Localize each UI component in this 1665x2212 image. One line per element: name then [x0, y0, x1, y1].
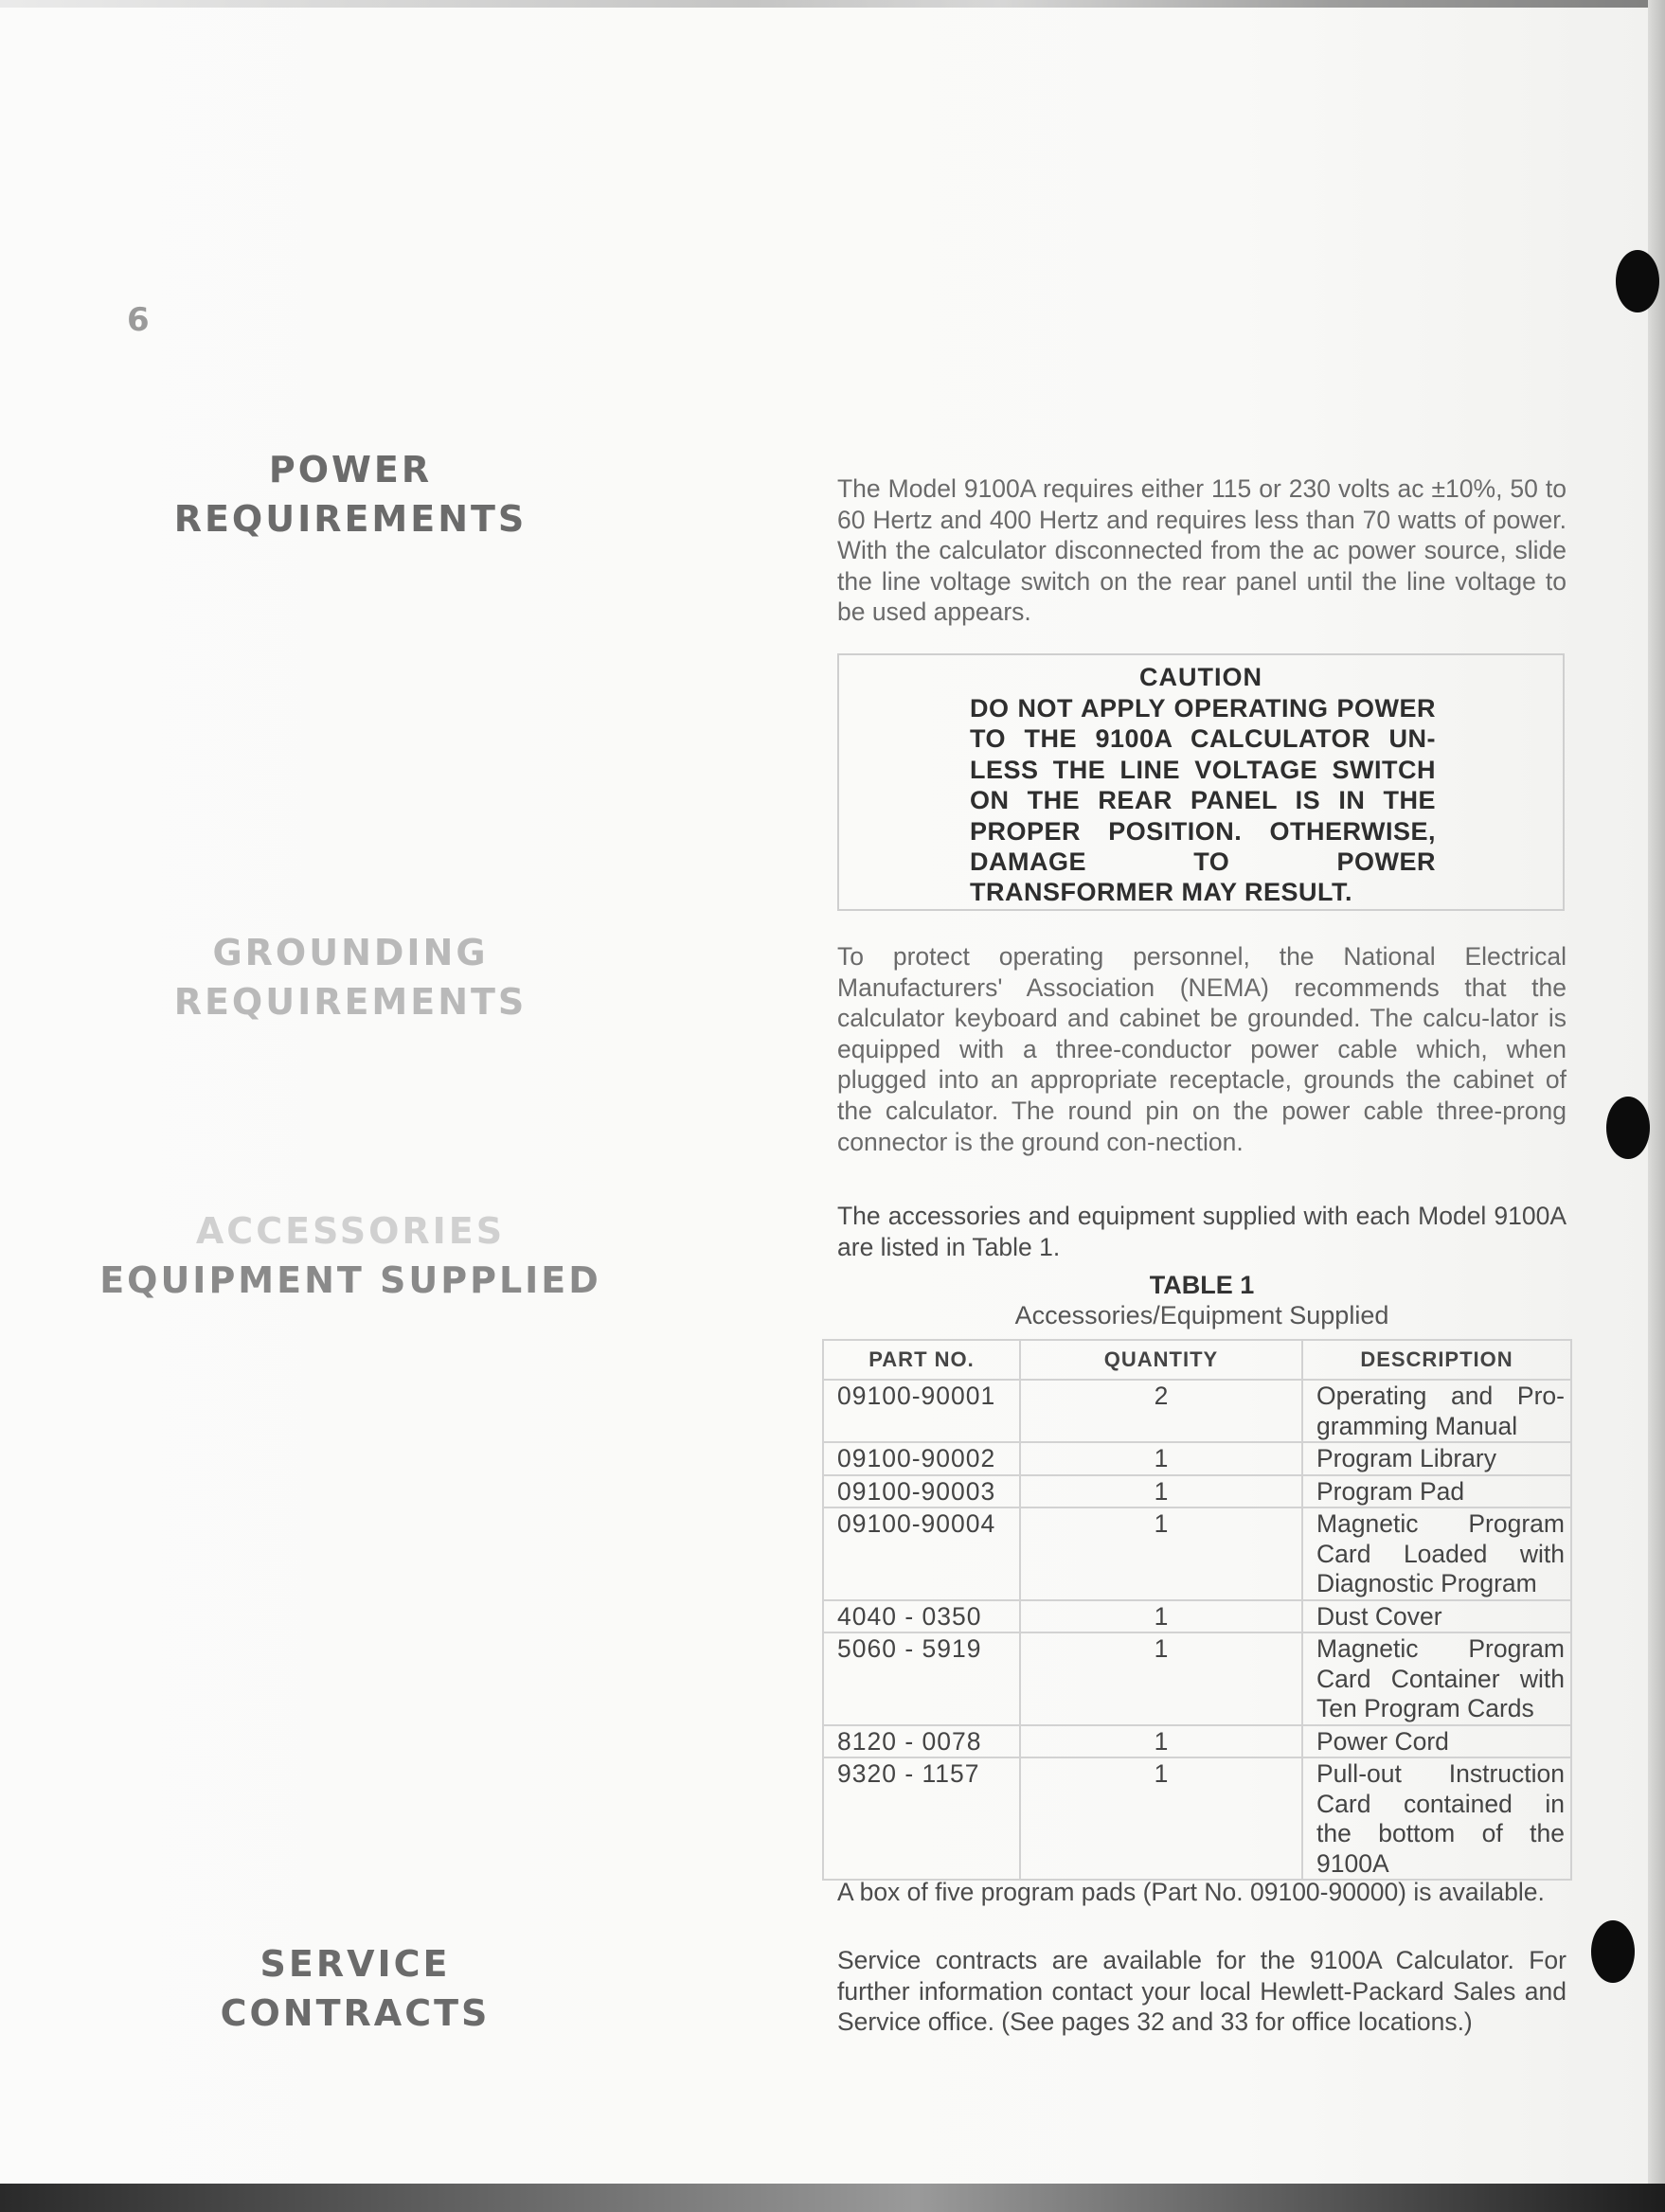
service-contracts-text: Service contracts are available for the 9100A Calculator. For further information contact your local Hewlett-Packard Sales and Service office. (See pages 32 and 33 for office locations.) — [837, 1946, 1567, 2037]
heading-power-requirements — [152, 445, 549, 544]
description-line: Diagnostic Program — [1316, 1569, 1537, 1597]
description-line: Ten Program Cards — [1316, 1694, 1534, 1722]
caution-box — [837, 653, 1565, 911]
binder-hole-top — [1616, 250, 1659, 312]
part-number-cell: 5060 - 5919 — [823, 1632, 1020, 1725]
description-line: Operating and Pro- — [1316, 1382, 1565, 1410]
power-requirements-text: The Model 9100A requires either 115 or 230 volts ac ±10%, 50 to 60 Hertz and 400 Hertz and requires less than 70 watts of power. With the calculator disconnected from the ac power source, slide the line voltage switch on the rear panel until the line voltage to be used appears. — [837, 474, 1567, 627]
quantity-cell: 1 — [1020, 1507, 1302, 1600]
binder-hole-bottom — [1591, 1920, 1635, 1983]
description-line: Dust Cover — [1316, 1601, 1442, 1631]
description-line: the bottom of the — [1316, 1819, 1565, 1847]
part-number-cell: 09100-90001 — [823, 1380, 1020, 1442]
heading-line: EQUIPMENT SUPPLIED — [99, 1259, 601, 1301]
heading-line: SERVICE — [260, 1943, 451, 1985]
description-cell — [1302, 1725, 1571, 1758]
heading-line: POWER — [268, 449, 433, 491]
table-row — [823, 1507, 1571, 1600]
part-number-cell: 09100-90004 — [823, 1507, 1020, 1600]
description-cell — [1302, 1757, 1571, 1880]
description-line: Power Cord — [1316, 1726, 1449, 1756]
program-pads-text: A box of five program pads (Part No. 09100-90000) is available. — [837, 1878, 1545, 1906]
table-title: TABLE 1 — [1149, 1271, 1255, 1299]
table-row — [823, 1725, 1571, 1758]
heading-line: ACCESSORIES — [195, 1210, 506, 1252]
part-number-cell: 8120 - 0078 — [823, 1725, 1020, 1758]
table-row — [823, 1632, 1571, 1725]
description-line: Card contained in — [1316, 1789, 1565, 1818]
heading-line: REQUIREMENTS — [173, 981, 528, 1023]
table-row — [823, 1475, 1571, 1508]
heading-service-contracts — [166, 1939, 545, 2038]
description-cell — [1302, 1507, 1571, 1600]
accessories-text: The accessories and equipment supplied with each Model 9100A are listed in Table 1. — [837, 1202, 1567, 1261]
description-line: Program Library — [1316, 1444, 1496, 1472]
description-cell — [1302, 1475, 1571, 1508]
quantity-cell: 1 — [1020, 1632, 1302, 1725]
description-line: Card Container with — [1316, 1664, 1565, 1693]
table-row — [823, 1600, 1571, 1633]
quantity-cell: 1 — [1020, 1475, 1302, 1508]
part-number-cell: 4040 - 0350 — [823, 1600, 1020, 1633]
heading-accessories-equipment-supplied — [95, 1206, 606, 1305]
table-row — [823, 1380, 1571, 1442]
description-line: gramming Manual — [1316, 1411, 1518, 1440]
part-number-cell: 09100-90003 — [823, 1475, 1020, 1508]
quantity-cell: 1 — [1020, 1442, 1302, 1475]
description-line: Program Pad — [1316, 1476, 1465, 1506]
caution-text: DO NOT APPLY OPERATING POWER TO THE 9100A CALCULATOR UN-LESS THE LINE VOLTAGE SWITCH ON THE REAR PANEL IS IN THE PROPER POSITION. OTHERWISE, DAMAGE TO POWER TRANSFORMER MAY RESULT. — [970, 694, 1436, 907]
quantity-cell: 1 — [1020, 1757, 1302, 1880]
quantity-cell: 1 — [1020, 1600, 1302, 1633]
description-line: Card Loaded with — [1316, 1539, 1565, 1568]
table-row — [823, 1757, 1571, 1880]
quantity-cell: 1 — [1020, 1725, 1302, 1758]
description-line: Pull-out Instruction — [1316, 1759, 1565, 1788]
description-cell — [1302, 1632, 1571, 1725]
quantity-cell: 2 — [1020, 1380, 1302, 1442]
table-row — [823, 1442, 1571, 1475]
heading-line: GROUNDING — [212, 932, 489, 973]
table-caption: Accessories/Equipment Supplied — [1014, 1301, 1389, 1329]
binder-hole-middle — [1606, 1097, 1650, 1159]
column-header-part-no: PART NO. — [823, 1340, 1020, 1380]
scan-top-edge — [0, 0, 1665, 8]
description-cell — [1302, 1442, 1571, 1475]
part-number-cell: 09100-90002 — [823, 1442, 1020, 1475]
scan-right-edge — [1648, 0, 1665, 2187]
part-number-cell: 9320 - 1157 — [823, 1757, 1020, 1880]
description-cell — [1302, 1380, 1571, 1442]
description-line: Magnetic Program — [1316, 1634, 1565, 1663]
caution-title: CAUTION — [1139, 663, 1262, 691]
grounding-requirements-text: To protect operating personnel, the National Electrical Manufacturers' Association (NEMA) recommends that the calculator keyboard and cabinet be grounded. The calcu-lator is equipped with a three-conductor power cable which, when plugged into an appropriate receptacle, grounds the cabinet of the calculator. The round pin on the power cable three-prong connector is the ground con-nection. — [837, 942, 1567, 1156]
scan-bottom-edge — [0, 2184, 1665, 2212]
accessories-table — [822, 1339, 1572, 1881]
heading-line: REQUIREMENTS — [173, 498, 528, 540]
column-header-quantity: QUANTITY — [1020, 1340, 1302, 1380]
description-cell — [1302, 1600, 1571, 1633]
column-header-description: DESCRIPTION — [1302, 1340, 1571, 1380]
page-number: 6 — [127, 301, 150, 339]
heading-line: CONTRACTS — [220, 1992, 491, 2034]
description-line: 9100A — [1316, 1848, 1389, 1878]
heading-grounding-requirements — [152, 928, 549, 1026]
description-line: Magnetic Program — [1316, 1509, 1565, 1538]
table-header-row — [823, 1340, 1571, 1380]
